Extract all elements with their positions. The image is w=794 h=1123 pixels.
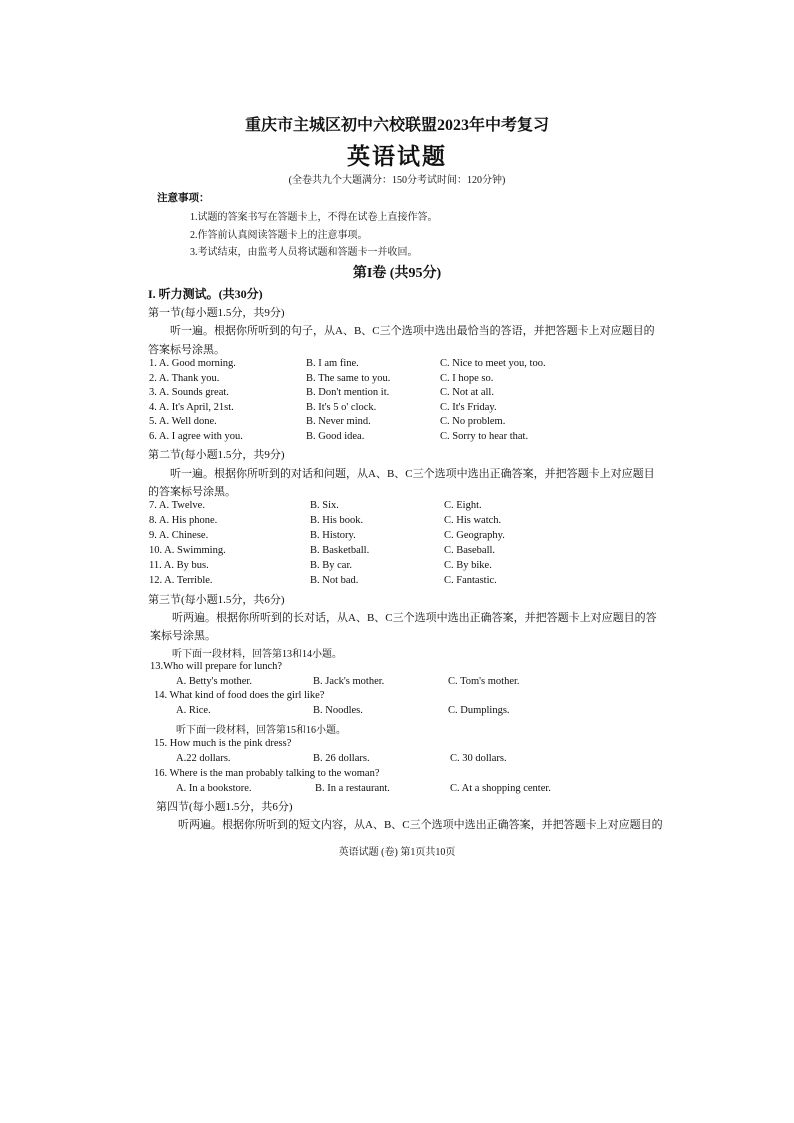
question-option-a: 6. A. I agree with you. (149, 431, 243, 442)
question-option-c: C. It's Friday. (440, 402, 497, 413)
question-option-b: B. Not bad. (310, 575, 359, 586)
question-text: 15. How much is the pink dress? (154, 738, 292, 749)
question-option-a: 3. A. Sounds great. (149, 387, 229, 398)
subsection-heading: 第三节(每小题1.5分，共6分) (148, 594, 285, 606)
instruction: 案标号涂黑。 (150, 630, 216, 642)
question-option-c: C. At a shopping center. (450, 783, 551, 794)
question-option-b: B. Never mind. (306, 416, 371, 427)
question-option-c: C. No problem. (440, 416, 506, 427)
exam-header-title: 重庆市主城区初中六校联盟2023年中考复习 (244, 117, 549, 134)
question-option-c: C. His watch. (444, 515, 502, 526)
section-title: I. 听力测试。(共30分) (148, 287, 263, 301)
question-option-c: C. Baseball. (444, 545, 496, 556)
question-option-c: C. Tom's mother. (448, 676, 520, 687)
question-option-b: B. History. (310, 530, 356, 541)
instruction: 听一遍。根据你所听到的句子，从A、B、C三个选项中选出最恰当的答语，并把答题卡上对应题目的 (170, 325, 655, 337)
question-option-b: B. Good idea. (306, 431, 365, 442)
question-option-a: 2. A. Thank you. (149, 373, 220, 384)
question-option-a: 12. A. Terrible. (149, 575, 213, 586)
part-title: 第I卷 (共95分) (352, 266, 442, 281)
question-option-c: C. By bike. (444, 560, 492, 571)
question-option-a: 8. A. His phone. (149, 515, 218, 526)
question-option-b: B. Six. (310, 500, 339, 511)
question-option-c: C. Eight. (444, 500, 482, 511)
question-option-c: C. Fantastic. (444, 575, 497, 586)
question-option-b: B. Noodles. (313, 705, 363, 716)
subsection-heading: 第一节(每小题1.5分，共9分) (148, 307, 285, 319)
question-option-a: 7. A. Twelve. (149, 500, 205, 511)
question-option-a: A.22 dollars. (176, 753, 231, 764)
notice-heading: 注意事项： (157, 193, 210, 204)
question-text: 13.Who will prepare for lunch? (150, 661, 283, 672)
question-option-a: 11. A. By bus. (149, 560, 209, 571)
question-option-c: C. Not at all. (440, 387, 494, 398)
question-option-b: B. Don't mention it. (306, 387, 390, 398)
question-option-c: C. Sorry to hear that. (440, 431, 529, 442)
instruction: 听两遍。根据你所听到的短文内容，从A、B、C三个选项中选出正确答案，并把答题卡上对应题目的 (178, 819, 663, 831)
exam-subtitle: (全卷共九个大题满分：150分考试时间：120分钟) (288, 175, 506, 186)
question-option-b: B. In a restaurant. (315, 783, 390, 794)
question-option-b: B. The same to you. (306, 373, 391, 384)
question-option-c: C. I hope so. (440, 373, 494, 384)
question-option-a: A. Betty's mother. (176, 676, 252, 687)
question-option-b: B. His book. (310, 515, 364, 526)
notice-item: 3.考试结束，由监考人员将试题和答题卡一并收回。 (190, 247, 418, 258)
question-option-a: 5. A. Well done. (149, 416, 217, 427)
notice-item: 2.作答前认真阅读答题卡上的注意事项。 (190, 230, 368, 241)
question-option-c: C. 30 dollars. (450, 753, 507, 764)
question-option-a: 10. A. Swimming. (149, 545, 226, 556)
question-text: 14. What kind of food does the girl like? (154, 690, 325, 701)
instruction: 的答案标号涂黑。 (148, 486, 236, 498)
question-option-c: C. Geography. (444, 530, 505, 541)
question-option-b: B. It's 5 o' clock. (306, 402, 377, 413)
exam-subject-title: 英语试题 (347, 144, 447, 169)
question-option-b: B. Jack's mother. (313, 676, 385, 687)
question-option-c: C. Nice to meet you, too. (440, 358, 546, 369)
subsection-heading: 第四节(每小题1.5分，共6分) (156, 801, 293, 813)
subsection-heading: 第二节(每小题1.5分，共9分) (148, 449, 285, 461)
question-option-a: 9. A. Chinese. (149, 530, 209, 541)
question-option-a: 4. A. It's April, 21st. (149, 402, 234, 413)
material-note: 听下面一段材料，回答第15和16小题。 (176, 725, 346, 736)
instruction: 听两遍。根据你所听到的长对话，从A、B、C三个选项中选出正确答案，并把答题卡上对应题目的答 (172, 612, 657, 624)
question-text: 16. Where is the man probably talking to the woman? (154, 768, 380, 779)
question-option-b: B. I am fine. (306, 358, 359, 369)
question-option-a: 1. A. Good morning. (149, 358, 236, 369)
notice-item: 1.试题的答案书写在答题卡上，不得在试卷上直接作答。 (190, 212, 438, 223)
question-option-b: B. By car. (310, 560, 352, 571)
instruction: 听一遍。根据你所听到的对话和问题，从A、B、C三个选项中选出正确答案，并把答题卡上对应题目 (170, 468, 655, 480)
question-option-a: A. Rice. (176, 705, 211, 716)
question-option-a: A. In a bookstore. (176, 783, 252, 794)
page-footer: 英语试题 (卷) 第1页共10页 (338, 847, 456, 858)
material-note: 听下面一段材料，回答第13和14小题。 (172, 649, 342, 660)
question-option-c: C. Dumplings. (448, 705, 510, 716)
question-option-b: B. 26 dollars. (313, 753, 370, 764)
instruction: 答案标号涂黑。 (148, 344, 225, 356)
question-option-b: B. Basketball. (310, 545, 370, 556)
